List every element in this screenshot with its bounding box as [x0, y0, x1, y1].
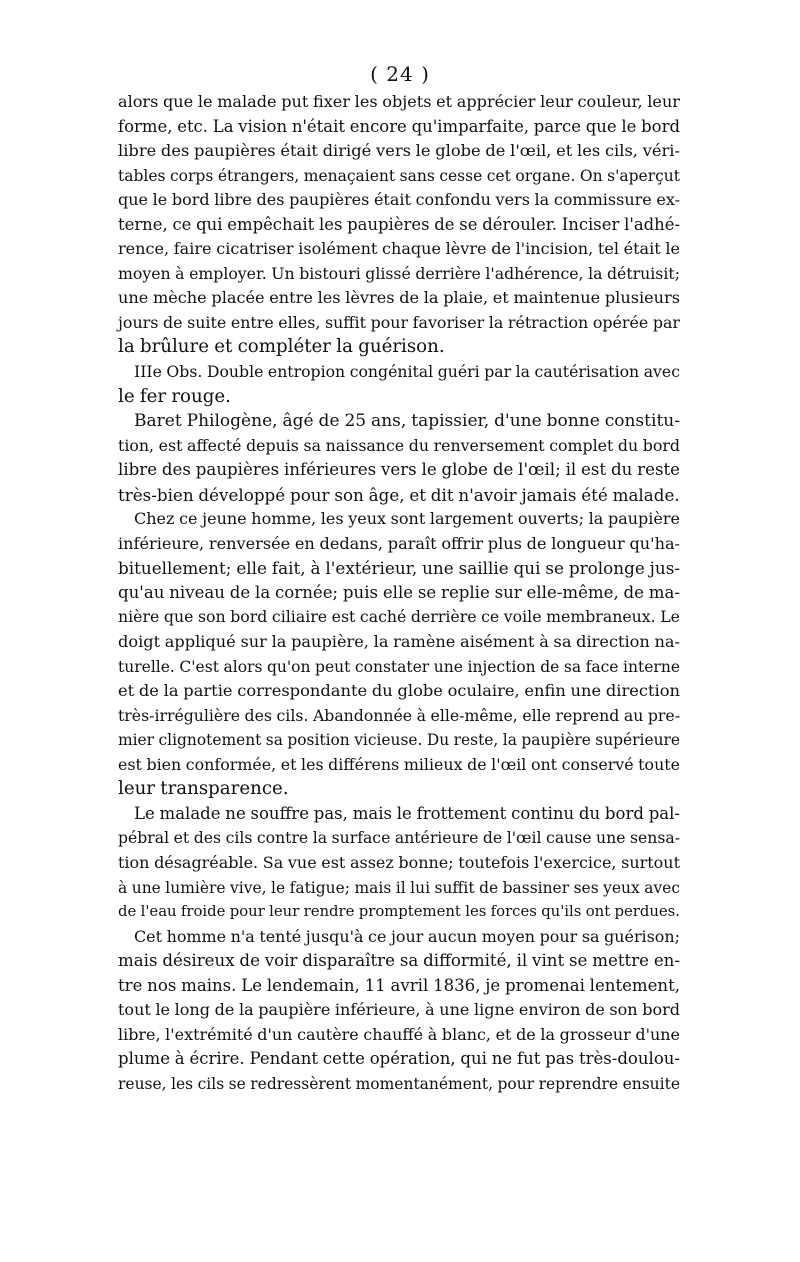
text-line: Chez ce jeune homme, les yeux sont largement ouverts; la paupière: [134, 509, 680, 529]
text-line: jours de suite entre elles, suffit pour favoriser la rétraction opérée par: [118, 312, 680, 332]
text-line: Cet homme n'a tenté jusqu'à ce jour aucun moyen pour sa guérison;: [134, 926, 680, 946]
text-line: libre des paupières était dirigé vers le globe de l'œil, et les cils, véri-: [118, 141, 680, 161]
text-line: rence, faire cicatriser isolément chaque lèvre de l'incision, tel était le: [118, 239, 680, 259]
text-line: la brûlure et compléter la guérison.: [118, 336, 445, 358]
text-line: nière que son bord ciliaire est caché derrière ce voile membraneux. Le: [118, 607, 680, 627]
text-line: bituellement; elle fait, à l'extérieur, une saillie qui se prolonge jus-: [118, 558, 680, 579]
text-line: mais désireux de voir disparaître sa difformité, il vint se mettre en-: [118, 951, 680, 971]
text-line: pébral et des cils contre la surface antérieure de l'œil cause une sensa-: [118, 828, 680, 848]
text-line: tre nos mains. Le lendemain, 11 avril 1836, je promenai lentement,: [118, 975, 680, 995]
text-line: Le malade ne souffre pas, mais le frottement continu du bord pal-: [134, 803, 680, 823]
text-line: tion désagréable. Sa vue est assez bonne; toutefois l'exercice, surtout: [118, 852, 680, 872]
page-number: ( 24 ): [370, 62, 430, 86]
body-text: [118, 90, 680, 1096]
text-line: tout le long de la paupière inférieure, à une ligne environ de son bord: [118, 1000, 680, 1020]
text-line: inférieure, renversée en dedans, paraît offrir plus de longueur qu'ha-: [118, 533, 680, 553]
text-line: une mèche placée entre les lèvres de la plaie, et maintenue plusieurs: [118, 288, 680, 308]
text-line: tables corps étrangers, menaçaient sans cesse cet organe. On s'aperçut: [118, 166, 680, 185]
text-line: libre des paupières inférieures vers le globe de l'œil; il est du reste: [118, 460, 680, 480]
text-line: doigt appliqué sur la paupière, la ramène aisément à sa direction na-: [118, 632, 680, 652]
text-line: est bien conformée, et les différens milieux de l'œil ont conservé toute: [118, 754, 680, 774]
text-line: que le bord libre des paupières était confondu vers la commissure ex-: [118, 190, 680, 210]
text-line: et de la partie correspondante du globe oculaire, enfin une direction: [118, 681, 680, 701]
text-line: moyen à employer. Un bistouri glissé derrière l'adhérence, la détruisit;: [118, 263, 680, 283]
text-line: plume à écrire. Pendant cette opération, qui ne fut pas très-doulou-: [118, 1049, 680, 1069]
text-line: leur transparence.: [118, 778, 289, 800]
text-line: très-bien développé pour son âge, et dit n'avoir jamais été malade.: [118, 484, 680, 505]
text-line: terne, ce qui empêchait les paupières de se dérouler. Inciser l'adhé-: [118, 214, 680, 234]
text-line: mier clignotement sa position vicieuse. Du reste, la paupière supérieure: [118, 731, 680, 750]
text-line: très-irrégulière des cils. Abandonnée à elle-même, elle reprend au pre-: [118, 705, 680, 725]
text-line: forme, etc. La vision n'était encore qu'imparfaite, parce que le bord: [118, 116, 680, 136]
text-line: tion, est affecté depuis sa naissance du renversement complet du bord: [118, 435, 680, 455]
text-line: Baret Philogène, âgé de 25 ans, tapissier, d'une bonne constitu-: [134, 411, 680, 432]
text-line: alors que le malade put fixer les objets et apprécier leur couleur, leur: [118, 92, 680, 111]
text-line: de l'eau froide pour leur rendre promptement les forces qu'ils ont perdues.: [118, 903, 680, 921]
text-line: qu'au niveau de la cornée; puis elle se replie sur elle-même, de ma-: [118, 582, 680, 602]
text-line: à une lumière vive, le fatigue; mais il lui suffit de bassiner ses yeux avec: [118, 878, 680, 897]
text-line: turelle. C'est alors qu'on peut constater une injection de sa face interne: [118, 657, 680, 676]
text-line: libre, l'extrémité d'un cautère chauffé à blanc, et de la grosseur d'une: [118, 1024, 680, 1044]
text-line: reuse, les cils se redressèrent momentanément, pour reprendre ensuite: [118, 1074, 680, 1093]
text-line: le fer rouge.: [118, 385, 231, 407]
text-line: IIIe Obs. Double entropion congénital guéri par la cautérisation avec: [134, 362, 680, 382]
